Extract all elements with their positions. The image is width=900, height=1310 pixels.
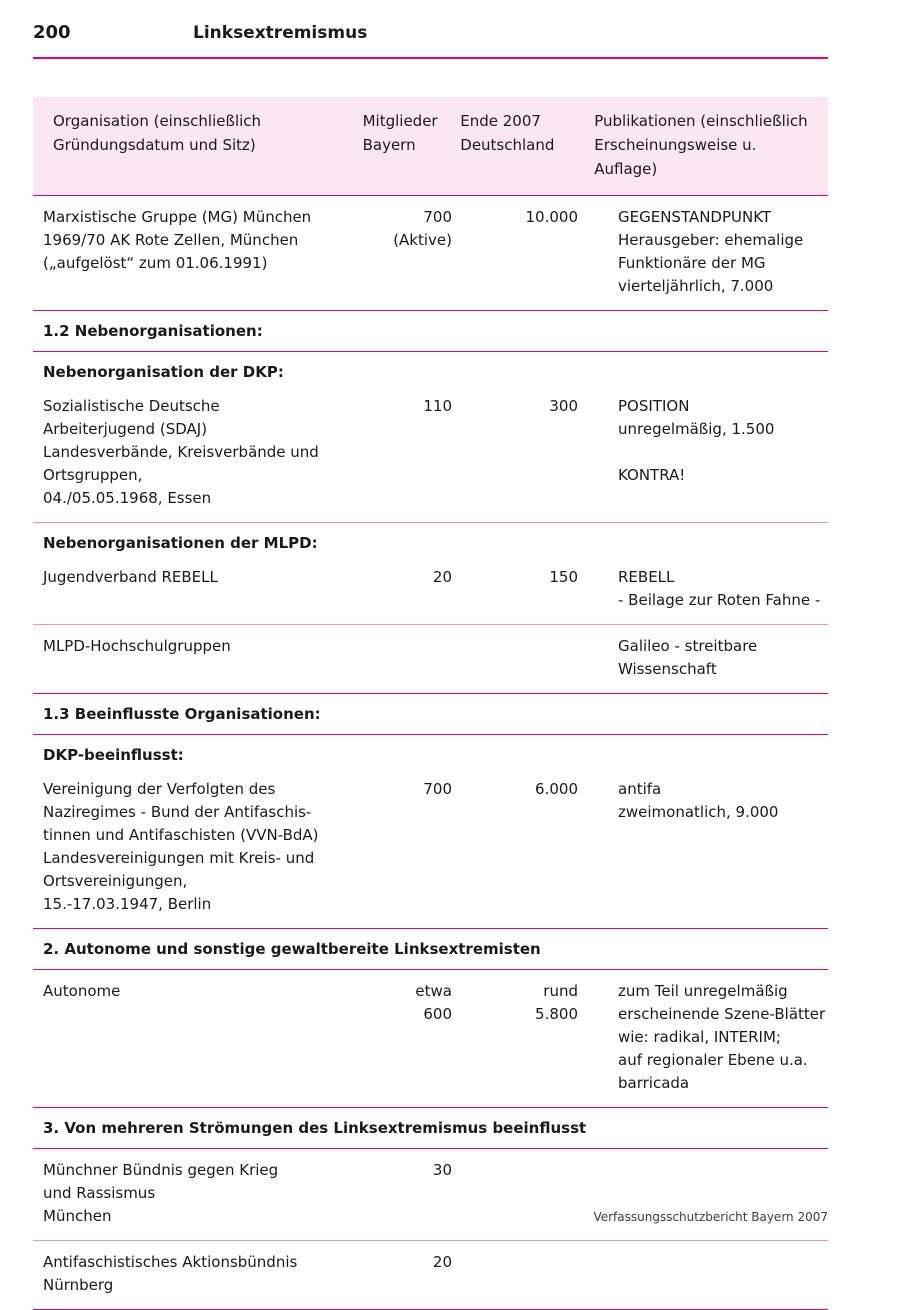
cell-line: Herausgeber: ehemalige bbox=[618, 231, 804, 249]
cell-line: tinnen und Antifaschisten (VVN-BdA) bbox=[43, 826, 319, 844]
table-row bbox=[33, 768, 828, 928]
cell-members-bayern bbox=[353, 395, 458, 510]
cell-members-deutschland bbox=[458, 778, 578, 916]
cell-line: 300 bbox=[549, 397, 578, 415]
cell-line: wie: radikal, INTERIM; bbox=[618, 1028, 781, 1046]
table-header bbox=[33, 97, 828, 195]
cell-line: 10.000 bbox=[525, 208, 578, 226]
cell-members-bayern bbox=[353, 206, 458, 298]
table-section-heading: 3. Von mehreren Strömungen des Linksextremismus beeinflusst bbox=[43, 1119, 587, 1137]
table-subheading: Nebenorganisation der DKP: bbox=[43, 363, 284, 381]
cell-members-deutschland bbox=[458, 980, 578, 1095]
cell-members-bayern bbox=[353, 778, 458, 916]
cell-line: KONTRA! bbox=[618, 466, 686, 484]
cell-line: - Beilage zur Roten Fahne - bbox=[618, 591, 821, 609]
cell-line: auf regionaler Ebene u.a. bbox=[618, 1051, 808, 1069]
table-row bbox=[33, 970, 828, 1107]
column-header-organisation bbox=[43, 109, 355, 181]
cell-line: Marxistische Gruppe (MG) München bbox=[43, 208, 312, 226]
cell-line: 700 bbox=[423, 780, 452, 798]
cell-line: POSITION bbox=[618, 397, 690, 415]
column-header-ende-line1: Ende 2007 bbox=[460, 112, 541, 130]
cell-line: 20 bbox=[432, 568, 452, 586]
cell-line: vierteljährlich, 7.000 bbox=[618, 277, 774, 295]
column-header-members-line1: Mitglieder bbox=[362, 112, 438, 130]
cell-line: Funktionäre der MG bbox=[618, 254, 766, 272]
cell-publikationen bbox=[578, 980, 828, 1095]
cell-line: München bbox=[43, 1207, 112, 1225]
column-header-members bbox=[355, 109, 453, 181]
table-row bbox=[33, 1149, 828, 1240]
cell-line: etwa bbox=[415, 982, 452, 1000]
cell-members-bayern bbox=[353, 635, 458, 681]
table-row bbox=[33, 196, 828, 310]
cell-line: 30 bbox=[432, 1161, 452, 1179]
cell-members-bayern bbox=[353, 980, 458, 1095]
table-row bbox=[33, 1241, 828, 1309]
cell-line: barricada bbox=[618, 1074, 690, 1092]
table-row bbox=[33, 625, 828, 693]
cell-publikationen bbox=[578, 206, 828, 298]
cell-line: 20 bbox=[432, 1253, 452, 1271]
cell-line: 15.-17.03.1947, Berlin bbox=[43, 895, 212, 913]
column-header-ende bbox=[452, 109, 579, 181]
cell-line: Galileo - streitbare Wissenschaft bbox=[618, 637, 763, 678]
cell-organisation bbox=[33, 1251, 353, 1297]
cell-line: (Aktive) bbox=[393, 231, 452, 249]
cell-line: Landesverbände, Kreisverbände und bbox=[43, 443, 319, 461]
cell-line: REBELL bbox=[618, 568, 675, 586]
column-header-ende-line2: Deutschland bbox=[460, 136, 555, 154]
cell-publikationen bbox=[578, 1251, 828, 1297]
cell-line: Antifaschistisches Aktionsbündnis bbox=[43, 1253, 298, 1271]
cell-members-deutschland bbox=[458, 395, 578, 510]
cell-line: Autonome bbox=[43, 982, 121, 1000]
cell-organisation bbox=[33, 206, 353, 298]
cell-line: Landesvereinigungen mit Kreis- und bbox=[43, 849, 315, 867]
cell-publikationen bbox=[578, 635, 828, 681]
table-section-heading: 1.3 Beeinflusste Organisationen: bbox=[43, 705, 321, 723]
column-header-organisation-line2: Gründungsdatum und Sitz) bbox=[53, 136, 256, 154]
table-body bbox=[33, 195, 828, 1310]
cell-line: Ortsgruppen, bbox=[43, 466, 143, 484]
cell-line: und Rassismus bbox=[43, 1184, 156, 1202]
cell-line: („aufgelöst“ zum 01.06.1991) bbox=[43, 254, 268, 272]
cell-line: zweimonatlich, 9.000 bbox=[618, 803, 779, 821]
cell-organisation bbox=[33, 395, 353, 510]
cell-line bbox=[618, 441, 828, 464]
cell-organisation bbox=[33, 778, 353, 916]
cell-line: Vereinigung der Verfolgten des bbox=[43, 780, 276, 798]
header-divider bbox=[33, 57, 828, 59]
cell-publikationen bbox=[578, 778, 828, 916]
page-title: Linksextremismus bbox=[193, 23, 368, 43]
cell-publikationen bbox=[578, 566, 828, 612]
cell-members-deutschland bbox=[458, 566, 578, 612]
page-number: 200 bbox=[33, 22, 71, 43]
table-section-heading: 2. Autonome und sonstige gewaltbereite Linksextremisten bbox=[43, 940, 541, 958]
cell-line: 1969/70 AK Rote Zellen, München bbox=[43, 231, 299, 249]
cell-line: 04./05.05.1968, Essen bbox=[43, 489, 212, 507]
table-subheading: DKP-beeinflusst: bbox=[43, 746, 184, 764]
column-header-members-line2: Bayern bbox=[362, 136, 416, 154]
cell-organisation bbox=[33, 566, 353, 612]
cell-line: Sozialistische Deutsche bbox=[43, 397, 220, 415]
cell-line: 110 bbox=[423, 397, 452, 415]
cell-organisation bbox=[33, 980, 353, 1095]
page-footer: Verfassungsschutzbericht Bayern 2007 bbox=[593, 1210, 828, 1224]
column-header-publikationen-line2: Erscheinungsweise u. Auflage) bbox=[594, 136, 757, 178]
column-header-organisation-line1: Organisation (einschließlich bbox=[53, 112, 262, 130]
table-subheading: Nebenorganisationen der MLPD: bbox=[43, 534, 318, 552]
cell-line: GEGENSTANDPUNKT bbox=[618, 208, 772, 226]
cell-line: Ortsvereinigungen, bbox=[43, 872, 188, 890]
cell-members-deutschland bbox=[458, 635, 578, 681]
cell-line: unregelmäßig, 1.500 bbox=[618, 420, 775, 438]
cell-line: 150 bbox=[549, 568, 578, 586]
column-header-publikationen-line1: Publikationen (einschließlich bbox=[594, 112, 808, 130]
cell-line: Jugendverband REBELL bbox=[43, 568, 218, 586]
cell-members-bayern bbox=[353, 1251, 458, 1297]
cell-line: Nürnberg bbox=[43, 1276, 114, 1294]
cell-line: antifa bbox=[618, 780, 662, 798]
cell-publikationen bbox=[578, 395, 828, 510]
cell-line: MLPD-Hochschulgruppen bbox=[43, 637, 231, 655]
organisations-table bbox=[33, 97, 828, 1310]
cell-members-deutschland bbox=[458, 206, 578, 298]
cell-organisation bbox=[33, 635, 353, 681]
table-section-heading: 1.2 Nebenorganisationen: bbox=[43, 322, 263, 340]
cell-members-bayern bbox=[353, 566, 458, 612]
cell-line: rund bbox=[543, 982, 578, 1000]
cell-line: Arbeiterjugend (SDAJ) bbox=[43, 420, 208, 438]
cell-line: Naziregimes - Bund der Antifaschis- bbox=[43, 803, 312, 821]
cell-line: 5.800 bbox=[535, 1005, 578, 1023]
table-row bbox=[33, 556, 828, 624]
cell-members-deutschland bbox=[458, 1251, 578, 1297]
cell-line: zum Teil unregelmäßig bbox=[618, 982, 788, 1000]
cell-line: erscheinende Szene-Blätter bbox=[618, 1005, 826, 1023]
table-row bbox=[33, 385, 828, 522]
cell-line: 6.000 bbox=[535, 780, 578, 798]
page-header bbox=[33, 22, 828, 43]
cell-line: Münchner Bündnis gegen Krieg bbox=[43, 1161, 279, 1179]
cell-line: 600 bbox=[423, 1005, 452, 1023]
cell-line: 700 bbox=[423, 208, 452, 226]
column-header-publikationen bbox=[579, 109, 818, 181]
